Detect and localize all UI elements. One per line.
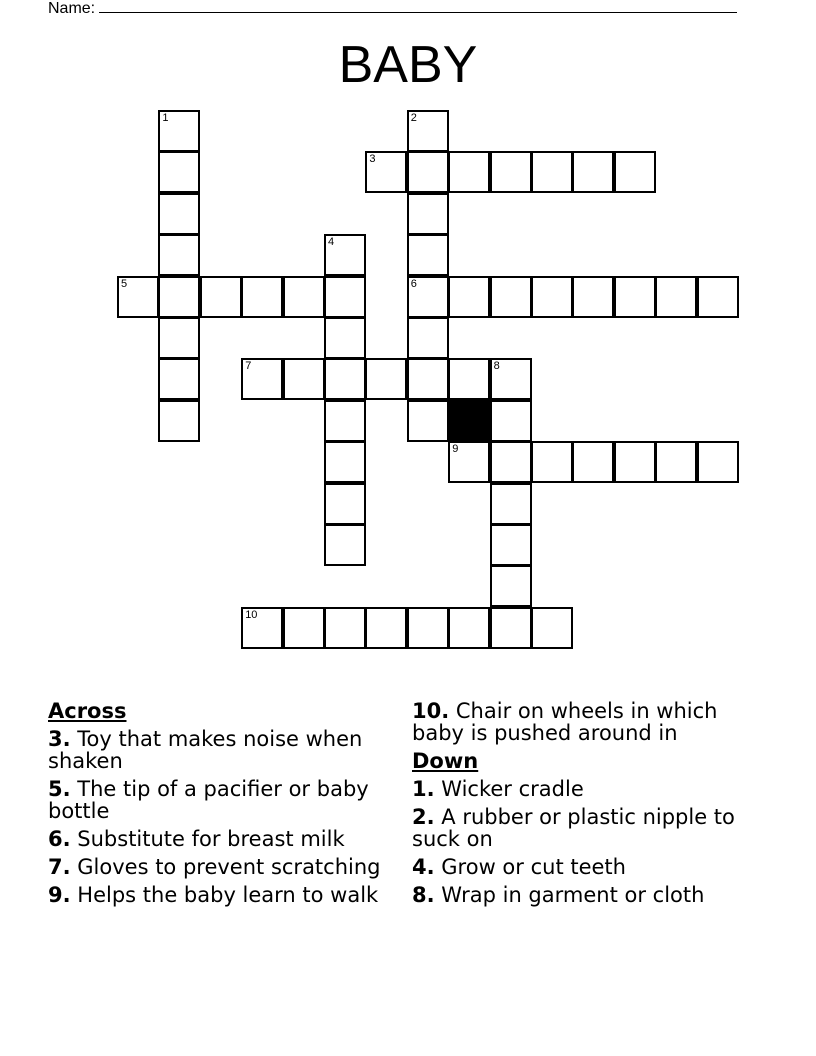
grid-cell[interactable] [531, 276, 573, 318]
grid-cell[interactable] [531, 607, 573, 649]
clue-across-5: 5. The tip of a pacifier or baby bottle [48, 777, 369, 823]
grid-cell[interactable] [407, 110, 449, 152]
grid-cell[interactable] [614, 441, 656, 483]
grid-cell[interactable] [614, 151, 656, 193]
grid-cell[interactable] [531, 441, 573, 483]
grid-cell[interactable] [655, 441, 697, 483]
grid-cell[interactable] [324, 358, 366, 400]
grid-cell[interactable] [407, 607, 449, 649]
grid-cell[interactable] [572, 151, 614, 193]
grid-cell[interactable] [655, 276, 697, 318]
grid-cell[interactable] [324, 483, 366, 525]
grid-cell[interactable] [490, 441, 532, 483]
clue-across-6: 6. Substitute for breast milk [48, 827, 345, 851]
grid-cell[interactable] [324, 524, 366, 566]
grid-cell[interactable] [697, 276, 739, 318]
clue-down-8: 8. Wrap in garment or cloth [412, 883, 705, 907]
grid-cell[interactable] [158, 234, 200, 276]
grid-cell[interactable] [407, 317, 449, 359]
clue-across-3: 3. Toy that makes noise when shaken [48, 727, 363, 773]
grid-cell[interactable] [158, 358, 200, 400]
grid-cell[interactable] [324, 607, 366, 649]
clue-number: 10 [245, 608, 258, 621]
clue-across-9: 9. Helps the baby learn to walk [48, 883, 379, 907]
grid-cell[interactable] [158, 317, 200, 359]
clue-number: 3 [369, 153, 376, 166]
grid-cell[interactable] [407, 151, 449, 193]
clue-down-2: 2. A rubber or plastic nipple to suck on [412, 805, 735, 851]
clue-number: 7 [245, 360, 252, 373]
clue-number: 4 [328, 236, 335, 249]
grid-cell[interactable] [614, 276, 656, 318]
grid-cell[interactable] [448, 151, 490, 193]
grid-cell[interactable] [283, 358, 325, 400]
grid-cell[interactable] [324, 441, 366, 483]
grid-cell[interactable] [283, 276, 325, 318]
grid-cell[interactable] [241, 276, 283, 318]
clues-column-right [412, 700, 757, 912]
grid-cell[interactable] [200, 276, 242, 318]
grid-cell[interactable] [158, 193, 200, 235]
grid-cell[interactable] [490, 151, 532, 193]
grid-cell[interactable] [158, 400, 200, 442]
grid-cell[interactable] [407, 234, 449, 276]
grid-cell[interactable] [324, 234, 366, 276]
grid-cell[interactable] [158, 151, 200, 193]
clues-column-left [48, 700, 393, 912]
clue-number: 5 [121, 277, 128, 290]
grid-cell[interactable] [490, 483, 532, 525]
grid-cell[interactable] [324, 317, 366, 359]
clue-down-4: 4. Grow or cut teeth [412, 855, 626, 879]
across-heading: Across [48, 699, 127, 723]
grid-cell[interactable] [490, 565, 532, 607]
grid-cell[interactable] [407, 276, 449, 318]
grid-cell[interactable] [407, 193, 449, 235]
grid-cell[interactable] [365, 607, 407, 649]
grid-cell[interactable] [448, 276, 490, 318]
clue-down-1: 1. Wicker cradle [412, 777, 584, 801]
grid-cell[interactable] [324, 400, 366, 442]
clue-number: 2 [410, 112, 417, 124]
grid-cell[interactable] [365, 358, 407, 400]
grid-cell[interactable] [117, 276, 159, 318]
clue-number: 8 [493, 360, 500, 373]
grid-cell[interactable] [490, 400, 532, 442]
grid-cell[interactable] [407, 400, 449, 442]
grid-cell[interactable] [490, 524, 532, 566]
grid-cell[interactable] [572, 441, 614, 483]
clue-number: 6 [410, 277, 417, 290]
grid-cell[interactable] [572, 276, 614, 318]
grid-cell[interactable] [490, 276, 532, 318]
grid-cell-black [448, 400, 490, 442]
grid-cell[interactable] [241, 607, 283, 649]
grid-cell[interactable] [241, 358, 283, 400]
name-label: Name: [48, 0, 96, 17]
grid-cell[interactable] [324, 276, 366, 318]
grid-cell[interactable] [531, 151, 573, 193]
grid-cell[interactable] [448, 441, 490, 483]
clue-across-10: 10. Chair on wheels in which baby is pushed around in [412, 699, 718, 745]
clue-number: 1 [162, 112, 169, 124]
grid-cell[interactable] [365, 151, 407, 193]
grid-cell[interactable] [283, 607, 325, 649]
grid-cell[interactable] [490, 607, 532, 649]
grid-cell[interactable] [158, 276, 200, 318]
puzzle-title: BABY [338, 36, 478, 94]
grid-cell[interactable] [448, 607, 490, 649]
down-heading: Down [412, 749, 479, 773]
clue-number: 9 [452, 443, 459, 456]
grid-cell[interactable] [407, 358, 449, 400]
clue-across-7: 7. Gloves to prevent scratching [48, 855, 381, 879]
grid-cell[interactable] [448, 358, 490, 400]
grid-cell[interactable] [158, 110, 200, 152]
grid-cell[interactable] [490, 358, 532, 400]
grid-cell[interactable] [697, 441, 739, 483]
